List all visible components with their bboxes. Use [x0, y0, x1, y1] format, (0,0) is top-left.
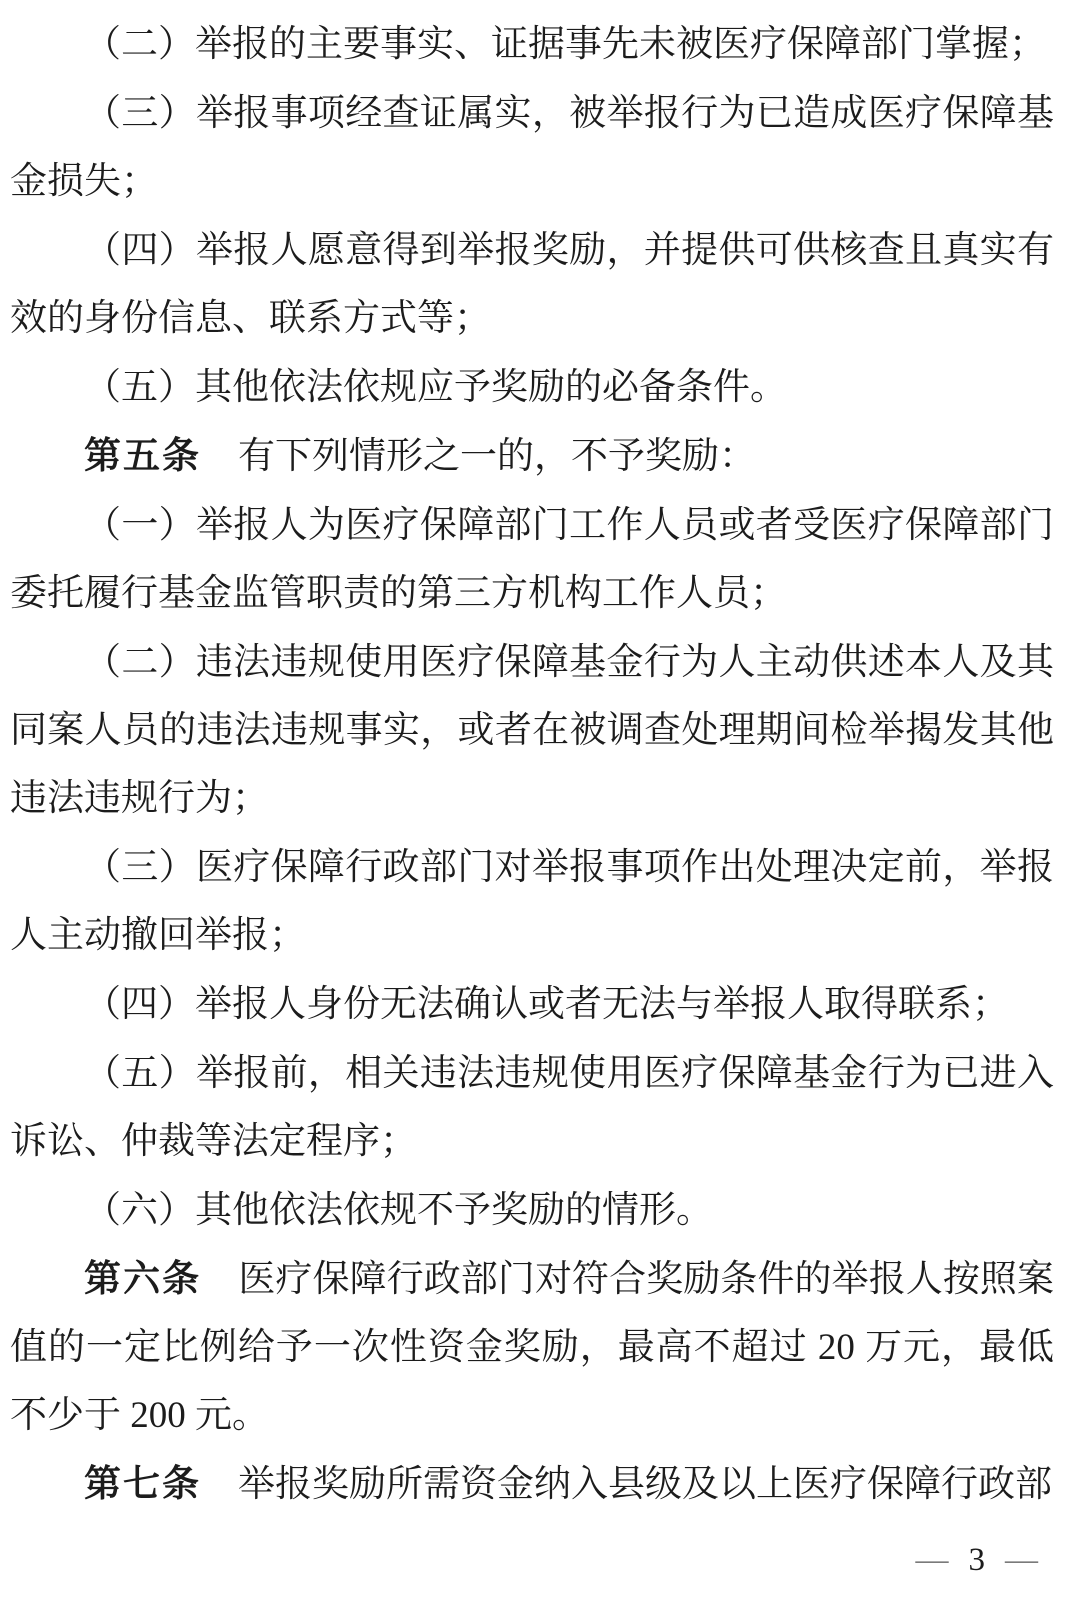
page-number: 3: [968, 1542, 985, 1578]
page-footer: [916, 1542, 1039, 1579]
paragraph: [10, 216, 1054, 353]
paragraph-article-7: [10, 1450, 1054, 1519]
footer-dash-left: —: [915, 1542, 949, 1578]
paragraph: [10, 10, 1054, 79]
paragraph: [10, 628, 1054, 833]
paragraph-text: （三）举报事项经查证属实，被举报行为已造成医疗保障基金损失；: [10, 93, 1054, 202]
document-body: [10, 10, 1054, 1519]
paragraph-article-6: [10, 1245, 1054, 1450]
paragraph-text: （五）举报前，相关违法违规使用医疗保障基金行为已进入诉讼、仲裁等法定程序；: [10, 1053, 1054, 1162]
paragraph: [10, 1176, 1054, 1245]
paragraph-text: （五）其他依法依规应予奖励的必备条件。: [84, 367, 787, 408]
paragraph-text: （四）举报人愿意得到举报奖励，并提供可供核查且真实有效的身份信息、联系方式等；: [10, 230, 1054, 339]
article-number: 第六条: [84, 1258, 202, 1299]
paragraph-text: 有下列情形之一的，不予奖励：: [201, 436, 756, 477]
footer-dash-right: —: [1005, 1542, 1038, 1578]
paragraph-text: （二）举报的主要事实、证据事先未被医疗保障部门掌握；: [84, 24, 1046, 65]
paragraph-text: 举报奖励所需资金纳入县级及以上医疗保障行政部: [201, 1464, 1052, 1505]
paragraph-article-5: [10, 422, 1054, 491]
paragraph-text: （三）医疗保障行政部门对举报事项作出处理决定前，举报人主动撤回举报；: [10, 847, 1054, 956]
paragraph: [10, 79, 1054, 216]
article-number: 第七条: [84, 1463, 201, 1504]
paragraph: [10, 833, 1054, 970]
paragraph-text: （二）违法违规使用医疗保障基金行为人主动供述本人及其同案人员的违法违规事实，或者在被调查处理期间检举揭发其他违法违规行为；: [10, 642, 1054, 819]
paragraph: [10, 1039, 1054, 1176]
paragraph-text: （一）举报人为医疗保障部门工作人员或者受医疗保障部门委托履行基金监管职责的第三方机构工作人员；: [10, 505, 1054, 614]
paragraph: [10, 353, 1054, 422]
paragraph: [10, 491, 1054, 628]
paragraph-text: （四）举报人身份无法确认或者无法与举报人取得联系；: [84, 984, 1009, 1025]
paragraph-text: （六）其他依法依规不予奖励的情形。: [84, 1190, 713, 1231]
paragraph-text: 医疗保障行政部门对符合奖励条件的举报人按照案值的一定比例给予一次性资金奖励，最高不超过 20 万元，最低不少于 200 元。: [10, 1259, 1055, 1436]
article-number: 第五条: [84, 435, 201, 476]
paragraph: [10, 970, 1054, 1039]
